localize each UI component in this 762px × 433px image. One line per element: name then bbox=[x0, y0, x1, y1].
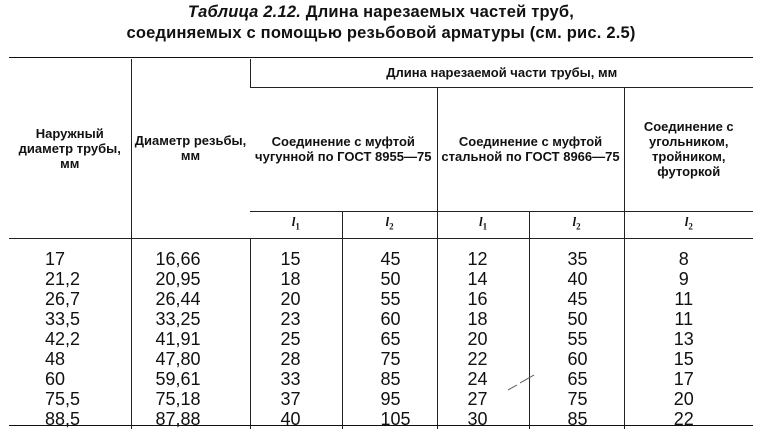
cell-cast-l2-5: 65 bbox=[380, 328, 401, 349]
cell-steel-l2-7: 65 bbox=[567, 368, 588, 389]
cell-outer-diameter-2: 21,2 bbox=[45, 268, 81, 289]
cell-thread-diameter-6: 47,80 bbox=[155, 348, 201, 369]
thread-length-table bbox=[9, 59, 753, 429]
cell-cast-l1-8: 37 bbox=[280, 388, 301, 409]
cell-outer-diameter-7: 60 bbox=[45, 368, 66, 389]
caption-prefix: Таблица 2.12. bbox=[187, 3, 301, 21]
symbol-steel-l1: $l_1$ bbox=[437, 211, 529, 238]
column-cast-l2 bbox=[342, 238, 437, 429]
cell-steel-l1-7: 24 bbox=[467, 368, 488, 389]
cell-steel-l2-1: 35 bbox=[567, 248, 588, 269]
cell-steel-l1-6: 22 bbox=[467, 348, 488, 369]
cell-thread-diameter-7: 59,61 bbox=[155, 368, 201, 389]
cell-cast-l1-6: 28 bbox=[280, 348, 301, 369]
header-outer-diameter: Наружный диаметр трубы, мм bbox=[9, 59, 131, 238]
column-outer-diameter bbox=[9, 238, 131, 429]
cell-steel-l1-2: 14 bbox=[467, 268, 488, 289]
cell-steel-l2-3: 45 bbox=[567, 288, 588, 309]
header-steel-coupling: Соединение с муфтой стальной по ГОСТ 8966—75 bbox=[437, 87, 624, 211]
cell-cast-l1-9: 40 bbox=[280, 408, 301, 429]
cell-fit-l2-5: 13 bbox=[673, 328, 694, 349]
cell-fit-l2-4: 11 bbox=[674, 308, 694, 329]
cell-fit-l2-8: 20 bbox=[673, 388, 694, 409]
cell-fit-l2-9: 22 bbox=[673, 408, 694, 429]
cell-cast-l1-3: 20 bbox=[280, 288, 301, 309]
column-steel-l2 bbox=[529, 238, 624, 429]
cell-steel-l1-5: 20 bbox=[467, 328, 488, 349]
cell-steel-l1-8: 27 bbox=[467, 388, 488, 409]
cell-thread-diameter-5: 41,91 bbox=[155, 328, 201, 349]
cell-steel-l2-6: 60 bbox=[567, 348, 588, 369]
cell-thread-diameter-4: 33,25 bbox=[155, 308, 201, 329]
header-thread-diameter: Диаметр резьбы, мм bbox=[131, 59, 250, 238]
cell-cast-l2-4: 60 bbox=[380, 308, 401, 329]
cell-outer-diameter-6: 48 bbox=[45, 348, 66, 369]
cell-steel-l2-9: 85 bbox=[567, 408, 588, 429]
cell-cast-l1-7: 33 bbox=[280, 368, 301, 389]
cell-steel-l2-4: 50 bbox=[567, 308, 588, 329]
cell-steel-l2-8: 75 bbox=[567, 388, 588, 409]
cell-cast-l1-2: 18 bbox=[280, 268, 301, 289]
table-bottom-rule bbox=[9, 425, 753, 426]
cell-fit-l2-3: 11 bbox=[674, 288, 694, 309]
cell-cast-l2-9: 105 bbox=[380, 408, 411, 429]
header-cast-iron-coupling: Соединение с муфтой чугунной по ГОСТ 8955—75 bbox=[250, 87, 437, 211]
symbol-cast-l1: $l_1$ bbox=[250, 211, 342, 238]
cell-steel-l2-5: 55 bbox=[567, 328, 588, 349]
cell-cast-l2-3: 55 bbox=[380, 288, 401, 309]
symbol-fittings-l2: $l_2$ bbox=[624, 211, 753, 238]
cell-cast-l1-5: 25 bbox=[280, 328, 301, 349]
cell-cast-l2-2: 50 bbox=[380, 268, 401, 289]
symbol-steel-l2: $l_2$ bbox=[529, 211, 624, 238]
cell-fit-l2-6: 15 bbox=[673, 348, 694, 369]
caption-title: Длина нарезаемых частей труб, bbox=[305, 3, 575, 21]
stray-pen-mark bbox=[507, 374, 535, 392]
column-cast-l1 bbox=[250, 238, 342, 429]
cell-fit-l2-2: 9 bbox=[678, 268, 689, 289]
cell-thread-diameter-8: 75,18 bbox=[155, 388, 201, 409]
cell-fit-l2-1: 8 bbox=[678, 248, 689, 269]
cell-thread-diameter-1: 16,66 bbox=[155, 248, 201, 269]
cell-steel-l1-1: 12 bbox=[467, 248, 488, 269]
cell-outer-diameter-5: 42,2 bbox=[45, 328, 81, 349]
cell-thread-diameter-3: 26,44 bbox=[155, 288, 201, 309]
cell-steel-l1-3: 16 bbox=[467, 288, 488, 309]
cell-outer-diameter-4: 33,5 bbox=[45, 308, 81, 329]
cell-outer-diameter-9: 88,5 bbox=[45, 408, 81, 429]
column-fittings-l2 bbox=[624, 238, 753, 429]
cell-fit-l2-7: 17 bbox=[673, 368, 694, 389]
symbol-cast-l2: $l_2$ bbox=[342, 211, 437, 238]
cell-cast-l2-1: 45 bbox=[380, 248, 401, 269]
cell-outer-diameter-8: 75,5 bbox=[45, 388, 81, 409]
cell-cast-l2-7: 85 bbox=[380, 368, 401, 389]
caption-line-1 bbox=[0, 2, 762, 23]
cell-outer-diameter-3: 26,7 bbox=[45, 288, 81, 309]
cell-outer-diameter-1: 17 bbox=[45, 248, 66, 269]
column-steel-l1 bbox=[437, 238, 529, 429]
cell-steel-l1-9: 30 bbox=[467, 408, 488, 429]
table-top-rule bbox=[9, 57, 753, 58]
table-caption bbox=[0, 2, 762, 44]
cell-cast-l1-4: 23 bbox=[280, 308, 301, 329]
cell-cast-l1-1: 15 bbox=[280, 248, 301, 269]
cell-thread-diameter-2: 20,95 bbox=[155, 268, 201, 289]
caption-line-2: соединяемых с помощью резьбовой арматуры (см. рис. 2.5) bbox=[126, 24, 636, 42]
cell-steel-l2-2: 40 bbox=[567, 268, 588, 289]
column-thread-diameter bbox=[131, 238, 250, 429]
cell-cast-l2-6: 75 bbox=[380, 348, 401, 369]
header-thread-length-group: Длина нарезаемой части трубы, мм bbox=[250, 59, 753, 87]
cell-thread-diameter-9: 87,88 bbox=[155, 408, 201, 429]
header-fittings: Соединение с угольником, тройником, футоркой bbox=[624, 87, 753, 211]
cell-steel-l1-4: 18 bbox=[467, 308, 488, 329]
cell-cast-l2-8: 95 bbox=[380, 388, 401, 409]
